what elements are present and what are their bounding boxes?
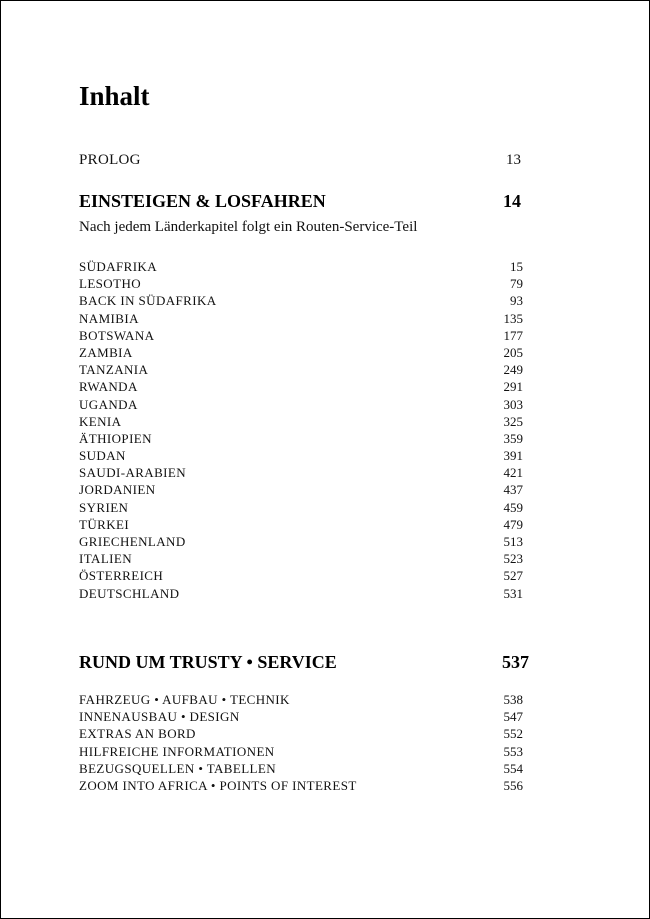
toc-entry[interactable]	[79, 760, 523, 777]
toc-entry[interactable]	[79, 777, 523, 794]
toc-entry[interactable]	[79, 585, 523, 602]
toc-entry-page: 556	[503, 777, 523, 793]
toc-entry-label: ÖSTERREICH	[79, 568, 164, 584]
section-page: 14	[503, 191, 521, 211]
toc-entry-page: 552	[503, 726, 523, 742]
toc-entry-label: DEUTSCHLAND	[79, 585, 180, 601]
toc-entry-page: 554	[503, 760, 523, 776]
service-list	[79, 691, 523, 794]
toc-entry[interactable]	[79, 310, 523, 327]
toc-section-einsteigen[interactable]	[79, 191, 521, 211]
toc-entry[interactable]	[79, 464, 523, 481]
toc-entry[interactable]	[79, 481, 523, 498]
toc-entry-label: ÄTHIOPIEN	[79, 430, 152, 446]
toc-entry-label: SUDAN	[79, 448, 126, 464]
toc-entry-page: 538	[503, 692, 523, 707]
toc-entry-page: 15	[510, 259, 523, 274]
toc-entry-page: 459	[503, 499, 523, 515]
toc-entry-label: BACK IN SÜDAFRIKA	[79, 293, 217, 309]
country-list	[79, 258, 523, 602]
toc-entry[interactable]	[79, 499, 523, 516]
toc-entry[interactable]	[79, 258, 523, 275]
toc-entry-page: 291	[503, 379, 523, 395]
toc-entry-label: ITALIEN	[79, 551, 133, 567]
toc-entry[interactable]	[79, 743, 523, 760]
toc-entry-label: UGANDA	[79, 396, 138, 412]
toc-entry-label: JORDANIEN	[79, 482, 156, 498]
toc-entry-prolog[interactable]	[79, 152, 521, 172]
toc-entry-page: 325	[503, 413, 523, 429]
toc-entry-page: 177	[503, 327, 523, 343]
toc-entry-label: GRIECHENLAND	[79, 534, 186, 549]
toc-entry-label: RWANDA	[79, 379, 138, 395]
toc-entry-page: 135	[503, 310, 523, 326]
toc-entry-page: 553	[503, 743, 523, 759]
toc-entry[interactable]	[79, 691, 523, 708]
section-label: EINSTEIGEN & LOSFAHREN	[79, 191, 326, 211]
toc-entry[interactable]	[79, 292, 523, 309]
toc-entry[interactable]	[79, 396, 523, 413]
toc-entry[interactable]	[79, 430, 523, 447]
page-title: Inhalt	[79, 81, 150, 111]
toc-entry-label: TÜRKEI	[79, 516, 130, 532]
toc-entry-label: ZOOM INTO AFRICA • POINTS OF INTEREST	[79, 777, 357, 793]
toc-entry[interactable]	[79, 550, 523, 567]
toc-entry-label: SYRIEN	[79, 499, 129, 515]
toc-entry[interactable]	[79, 516, 523, 533]
section-page: 537	[502, 652, 529, 672]
toc-entry-page: 13	[506, 152, 521, 168]
toc-entry[interactable]	[79, 725, 523, 742]
toc-entry-label: SÜDAFRIKA	[79, 259, 158, 274]
toc-entry[interactable]	[79, 533, 523, 550]
toc-entry-label: KENIA	[79, 413, 122, 429]
toc-entry-page: 303	[503, 396, 523, 412]
toc-entry[interactable]	[79, 361, 523, 378]
toc-entry-page: 205	[503, 344, 523, 360]
toc-entry[interactable]	[79, 378, 523, 395]
toc-entry[interactable]	[79, 708, 523, 725]
toc-entry-page: 421	[503, 465, 523, 481]
toc-entry-page: 391	[503, 448, 523, 464]
toc-entry-label: NAMIBIA	[79, 310, 139, 326]
toc-entry-page: 79	[510, 276, 523, 292]
toc-section-service[interactable]	[79, 652, 529, 672]
toc-entry-label: EXTRAS AN BORD	[79, 726, 196, 742]
toc-entry-page: 531	[503, 585, 523, 601]
toc-entry-label: BEZUGSQUELLEN • TABELLEN	[79, 760, 277, 776]
toc-entry[interactable]	[79, 567, 523, 584]
toc-entry-label: HILFREICHE INFORMATIONEN	[79, 743, 275, 759]
toc-entry-label: PROLOG	[79, 152, 141, 168]
section-subtitle: Nach jedem Länderkapitel folgt ein Routen-Service-Teil	[79, 219, 418, 235]
toc-entry-page: 513	[503, 534, 523, 549]
toc-entry-page: 359	[503, 430, 523, 446]
toc-entry[interactable]	[79, 344, 523, 361]
toc-entry-label: BOTSWANA	[79, 327, 155, 343]
toc-entry-page: 249	[503, 362, 523, 378]
toc-entry-page: 527	[503, 568, 523, 584]
toc-entry-page: 523	[503, 551, 523, 567]
toc-entry-label: INNENAUSBAU • DESIGN	[79, 709, 240, 725]
toc-entry-page: 437	[503, 482, 523, 498]
toc-entry-page: 547	[503, 709, 523, 725]
toc-entry[interactable]	[79, 447, 523, 464]
toc-entry-page: 93	[510, 293, 523, 309]
toc-entry-label: LESOTHO	[79, 276, 142, 292]
toc-entry[interactable]	[79, 327, 523, 344]
toc-entry[interactable]	[79, 275, 523, 292]
toc-entry-label: FAHRZEUG • AUFBAU • TECHNIK	[79, 692, 290, 707]
toc-entry-label: TANZANIA	[79, 362, 149, 378]
toc-entry-page: 479	[503, 516, 523, 532]
section-label: RUND UM TRUSTY • SERVICE	[79, 652, 337, 672]
toc-entry-label: SAUDI-ARABIEN	[79, 465, 187, 481]
toc-entry-label: ZAMBIA	[79, 344, 133, 360]
toc-entry[interactable]	[79, 413, 523, 430]
